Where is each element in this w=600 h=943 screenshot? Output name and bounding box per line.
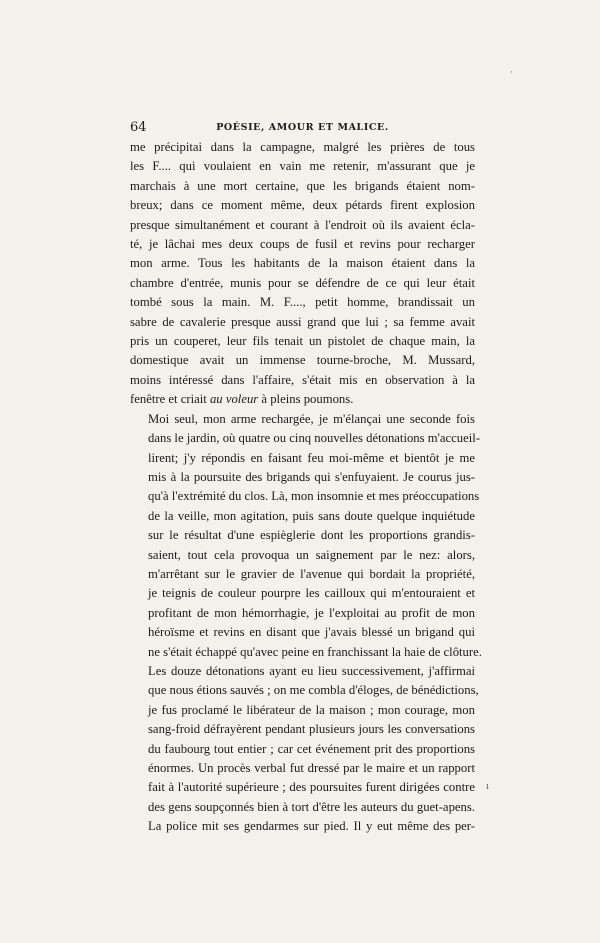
text-line: mon arme. Tous les habitants de la maison étaient dans la [130,256,475,271]
italic-phrase: au voleur [209,392,259,407]
text-line: domestique avait un immense tourne-broche, M. Mussard, [130,353,475,368]
paragraph-1 [130,138,475,410]
text-line: de la veille, mon agitation, puis sans doute quelque inquiétude [148,508,475,523]
scan-speck: · [510,68,513,78]
text-line: mis à la poursuite des brigands qui s'enfuyaient. Je courus jus- [148,469,475,484]
text-line: ne s'était échappé qu'avec peine en franchissant la haie de clôture. [148,644,482,659]
text-line: des gens soupçonnés bien à tort d'être les auteurs du guet-apens. [148,799,475,814]
scan-speck: ı [486,782,489,792]
text-line: presque simultanément et courant à l'endroit où ils avaient écla- [130,217,475,232]
text-line: me précipitai dans la campagne, malgré les prières de tous [130,140,475,154]
text-line: fait à l'autorité supérieure ; des poursuites furent dirigées contre [148,780,475,795]
text-line: Les douze détonations ayant eu lieu successivement, j'affirmai [148,663,475,678]
text-line: Moi seul, mon arme rechargée, je m'élançai une seconde fois [148,411,475,426]
text-line: breux; dans ce moment même, deux pétards firent explosion [130,198,475,213]
text-line: qu'à l'extrémité du clos. Là, mon insomnie et mes préoccupations [148,489,480,504]
text-line: saient, tout cela provoqua un saignement par le nez: alors, [148,547,475,562]
text-line-last [130,390,475,409]
text-line: énormes. Un procès verbal fut dressé par le maire et un rapport [148,761,475,775]
text-line: lirent; j'y répondis en faisant feu moi-même et bientôt je me [148,450,475,465]
page-header [130,120,475,136]
text-line: chambre d'entrée, munis pour se défendre de ce qui leur était [130,275,475,290]
text-line: sabre de cavalerie presque aussi grand que lui ; sa femme avait [130,314,475,329]
page-number: 64 [130,120,147,135]
text-line: sur le résultat d'une espièglerie dont les proportions grandis- [148,528,475,543]
running-title: POÉSIE, AMOUR ET MALICE. [216,122,389,133]
text-line: m'arrêtant sur le gravier de l'avenue qui bordait la propriété, [148,566,475,581]
text-line: que nous étions sauvés ; on me combla d'éloges, de bénédictions, [148,683,479,698]
text-line: marchais à une mort certaine, que les brigands étaient nom- [130,178,475,193]
text-line: du faubourg tout entier ; car cet événement prit des proportions [148,741,475,756]
text-line: profitant de mon hémorrhagie, je l'exploitai au profit de mon [148,605,475,620]
text-line: je teignis de couleur pourpre les cailloux qui m'entouraient et [148,586,475,601]
text-line: sang-froid défrayèrent pendant plusieurs jours les conversations [148,722,475,737]
text-line: dans le jardin, où quatre ou cinq nouvelles détonations m'accueil- [148,431,481,446]
text-line: héroïsme et revins en disant que j'avais blessé un brigand qui [148,625,475,640]
text-line: je fus proclamé le libérateur de la maison ; mon courage, mon [148,702,475,717]
text-fragment: fenêtre et criait [130,392,210,407]
paragraph-2 [130,410,482,837]
text-line: té, je lâchai mes deux coups de fusil et revins pour recharger [130,237,475,252]
text-fragment: à pleins poumons. [258,392,354,407]
text-line: moins intéressé dans l'affaire, s'était mis en observation à la [130,372,475,387]
text-line: tombé sous la main. M. F...., petit homme, brandissait un [130,295,475,310]
text-line: La police mit ses gendarmes sur pied. Il y eut même des per- [148,819,475,834]
text-line: pris un couperet, leur fils tenait un pistolet de chaque main, la [130,334,475,349]
body-text [130,138,482,837]
text-line: les F.... qui voulaient en vain me retenir, m'assurant que je [130,159,475,174]
